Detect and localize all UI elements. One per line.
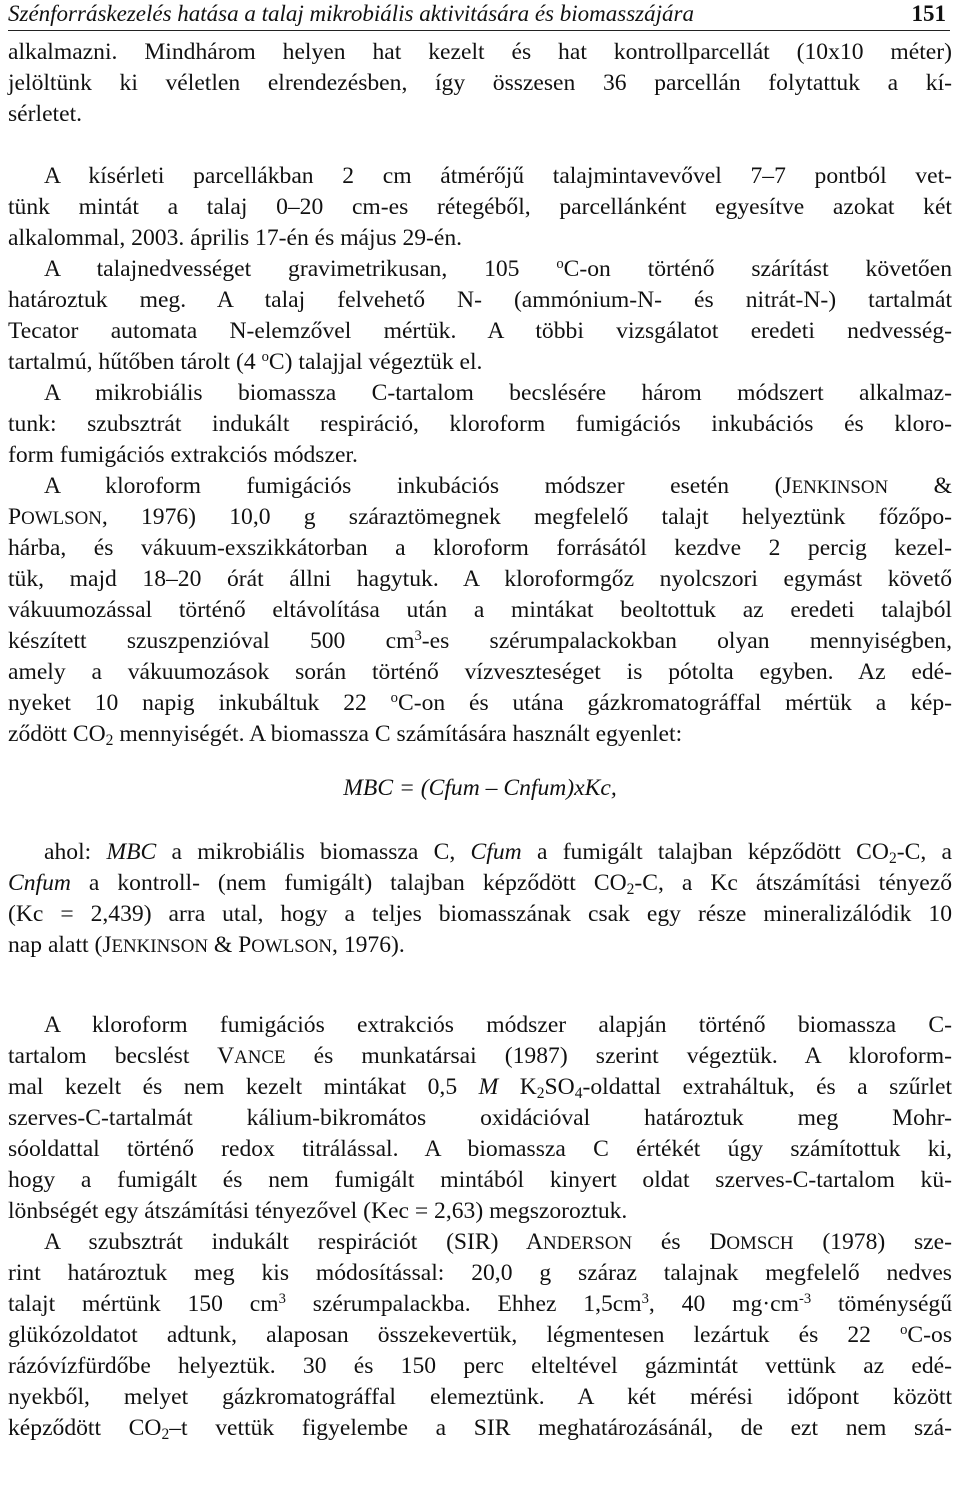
text-line: Cnfum a kontroll- (nem fumigált) talajban képződött $CO_2-C$, a Kc átszámítási tényező	[8, 870, 952, 898]
running-header	[8, 0, 950, 31]
text-line: rint határoztuk meg kis módosítással: 20,0 g száraz talajnak megfelelő nedves	[8, 1260, 952, 1286]
text-line: ahol: MBC a mikrobiális biomassza C, Cfum a fumigált talajban képződött $CO_2-C$, a	[44, 839, 952, 867]
text-line: szerves-C-tartalmát kálium-bikromátos oxidációval határoztuk meg Mohr-	[8, 1105, 952, 1131]
text-line: tunk: szubsztrát indukált respiráció, kloroform fumigációs inkubációs és kloro-	[8, 411, 952, 437]
text-line: nap alatt (JENKINSON & POWLSON, 1976).	[8, 932, 405, 958]
text-line: (Kc = 2,439) arra utal, hogy a teljes biomasszának csak egy része mineralizálódik 10	[8, 901, 952, 927]
text-line: tük, majd 18–20 órát állni hagytuk. A kloroformgőz nyolcszori egymást követő	[8, 566, 952, 592]
text-line: alkalommal, 2003. április 17-én és május 29-én.	[8, 225, 463, 251]
text-line: glükózoldatot adtunk, alaposan összekevertük, légmentesen lezártuk és 22 $^o$C-os	[8, 1321, 952, 1348]
page-number: 151	[911, 1, 946, 26]
text-line: sóoldattal történő redox titrálással. A biomassza C értékét úgy számítottuk ki,	[8, 1136, 952, 1162]
text-line: mal kezelt és nem kezelt mintákat 0,5 M $K_2SO_4$-oldattal extraháltuk, és a szűrlet	[8, 1074, 953, 1102]
text-line: A kloroform fumigációs extrakciós módszer alapján történő biomassza C-	[44, 1012, 952, 1038]
text-line: rázóvízfürdőbe helyeztük. 30 és 150 perc elteltével gázmintát vettünk az edé-	[8, 1353, 952, 1379]
text-line: alkalmazni. Mindhárom helyen hat kezelt és hat kontrollparcellát (10x10 méter)	[8, 39, 952, 65]
text-line: tünk mintát a talaj 0–20 cm-es rétegéből, parcellánként egyesítve azokat két	[8, 194, 952, 220]
text-line: A talajnedvességet gravimetrikusan, 105 $^o$C-on történő szárítást követően	[44, 255, 953, 282]
text-line: POWLSON, 1976) 10,0 g száraztömegnek megfelelő talajt helyeztünk főzőpo-	[8, 504, 952, 530]
text-line: hogy a fumigált és nem fumigált mintából kinyert oldat szerves-C-tartalom kü-	[8, 1167, 952, 1193]
text-line: Tecator automata N-elemzővel mértük. A többi vizsgálatot eredeti nedvesség-	[8, 318, 952, 344]
text-line: tartalmú, hűtőben tárolt (4 $^o$C) talajjal végeztük el.	[8, 348, 483, 375]
text-line: amely a vákuumozások során történő vízveszteséget is pótolta egyben. Az edé-	[8, 659, 952, 685]
text-line: képződött $CO_2-t$ vettük figyelembe a SIR meghatározásánál, de ezt nem szá-	[8, 1415, 952, 1443]
text-line: nyekből, melyet gázkromatográffal elemeztünk. A két mérési időpont között	[8, 1384, 952, 1410]
text-line: hárba, és vákuum-exszikkátorban a kloroform forrásától kezdve 2 percig kezel-	[8, 535, 952, 561]
equation: MBC = (Cfum – Cnfum)xKc,	[343, 775, 617, 801]
text-line: A szubsztrát indukált respirációt (SIR) ANDERSON és DOMSCH (1978) sze-	[44, 1229, 952, 1255]
text-line: A mikrobiális biomassza C-tartalom becslésére három módszert alkalmaz-	[44, 380, 952, 406]
text-line: nyeket 10 napig inkubáltuk 22 $^o$C-on és utána gázkromatográffal mértük a kép-	[8, 689, 953, 716]
text-line: határoztuk meg. A talaj felvehető N- (ammónium-N- és nitrát-N-) tartalmát	[8, 287, 952, 313]
text-line: sérletet.	[8, 101, 83, 127]
text-line: vákuumozással történő eltávolítása után a mintákat beoltottuk az eredeti talajból	[8, 597, 952, 623]
text-line: ződött $CO_2$ mennyiségét. A biomassza C számítására használt egyenlet:	[8, 721, 683, 749]
text-line: készített szuszpenzióval 500 $cm^3-es$ szérumpalackokban olyan mennyiségben,	[8, 627, 953, 654]
text-line: lönbségét egy átszámítási tényezővel (Kec = 2,63) megszoroztuk.	[8, 1198, 628, 1224]
text-line: A kloroform fumigációs inkubációs módszer esetén (JENKINSON &	[44, 473, 952, 499]
text-line: tartalom becslést VANCE és munkatársai (1987) szerint végeztük. A kloroform-	[8, 1043, 952, 1069]
text-line: talajt mértünk 150 $cm^3$ szérumpalackba. Ehhez $1,5cm^3$, 40 $mg\cdot cm^{-3}$ töménységű	[8, 1290, 953, 1317]
text-line: A kísérleti parcellákban 2 cm átmérőjű talajmintavevővel 7–7 pontból vet-	[44, 163, 952, 189]
text-line: form fumigációs extrakciós módszer.	[8, 442, 358, 468]
running-title: Szénforráskezelés hatása a talaj mikrobiális aktivitására és biomasszájára	[8, 1, 694, 26]
text-line: jelöltünk ki véletlen elrendezésben, így összesen 36 parcellán folytattuk a kí-	[8, 70, 952, 96]
